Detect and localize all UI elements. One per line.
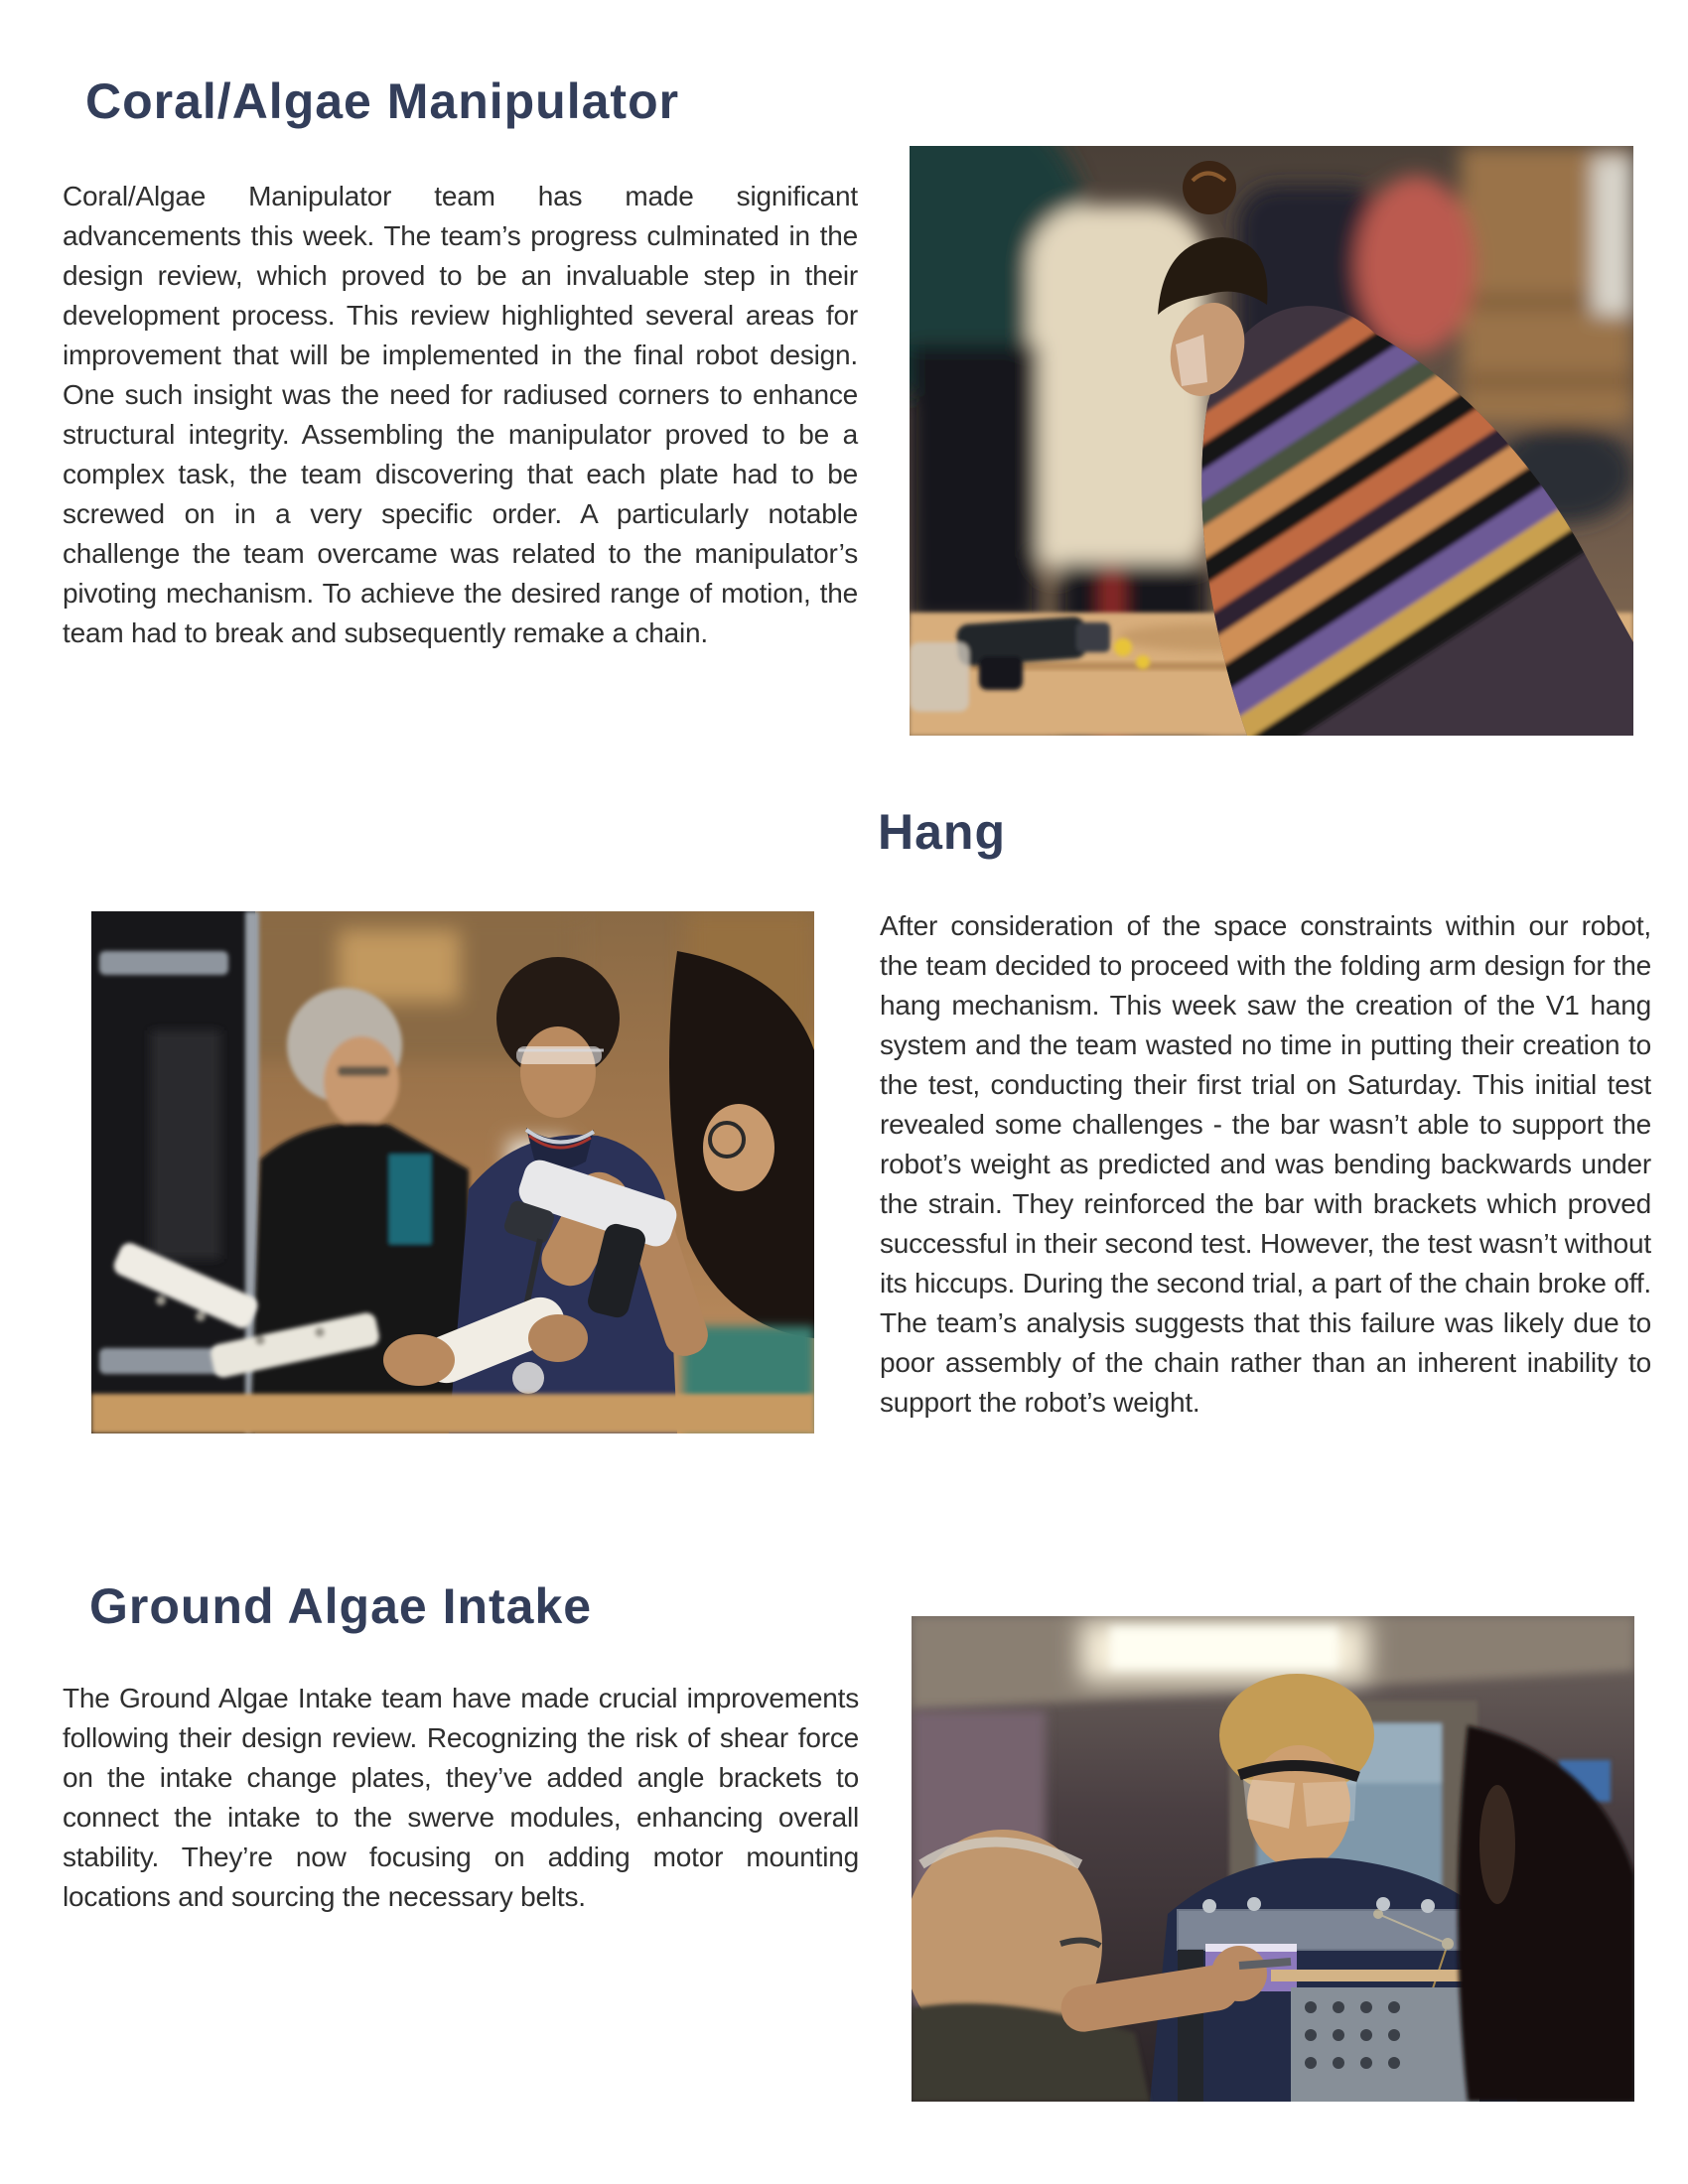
drilling-scene-illustration	[91, 911, 814, 1433]
section-title-coral-algae-manipulator: Coral/Algae Manipulator	[85, 73, 680, 129]
smartwatch	[512, 1362, 544, 1394]
lab-scene-illustration	[912, 1616, 1634, 2102]
hex-key	[1239, 1962, 1291, 1966]
section-body-coral-algae-manipulator: Coral/Algae Manipulator team has made significant advancements this week. The team’s progress culminated in the design review, which proved to be an invaluable step in their development process. This review highlighted several areas for improvement that will be implemented in the final robot design. One such insight was the need for radiused corners to enhance structural integrity. Assembling the manipulator proved to be a complex task, the team discovering that each plate had to be screwed on in a very specific order. A particularly notable challenge the team overcame was related to the manipulator’s pivoting mechanism. To achieve the desired range of motion, the team had to break and subsequently remake a chain.	[63, 181, 858, 648]
photo-workshop-manipulator	[910, 146, 1633, 736]
photo-robot-frame-inspection	[912, 1616, 1634, 2102]
workshop-scene-illustration	[910, 146, 1633, 736]
section-title-hang: Hang	[878, 804, 1006, 860]
perforated-plate	[1291, 1987, 1479, 2102]
boy-face	[520, 1026, 596, 1118]
section-body-ground-algae-intake: The Ground Algae Intake team have made crucial improvements following their design review. Recognizing the risk of shear force on the intake change plates, they’ve added angle brackets to connect the intake to the swerve modules, enhancing overall stability. They’re now focusing on adding motor mounting locations and sourcing the necessary belts.	[63, 1683, 859, 1912]
hair-bun	[1183, 161, 1236, 214]
photo-students-drilling	[91, 911, 814, 1433]
section-body-hang: After consideration of the space constraints within our robot, the team decided to proceed with the folding arm design for the hang mechanism. This week saw the creation of the V1 hang system and the team wasted no time in putting their creation to the test, conducting their first trial on Saturday. This initial test revealed some challenges - the bar wasn’t able to support the robot’s weight as predicted and was bending backwards under the strain. They reinforced the bar with brackets which proved successful in their second test. However, the test wasn’t without its hiccups. During the second trial, a part of the chain broke off. The team’s analysis suggests that this failure was likely due to poor assembly of the chain rather than an inherent inability to support the robot’s weight.	[880, 910, 1651, 1418]
table-edge	[91, 1394, 814, 1433]
mentor-hand	[1211, 1946, 1267, 2001]
section-title-ground-algae-intake: Ground Algae Intake	[89, 1578, 593, 1634]
